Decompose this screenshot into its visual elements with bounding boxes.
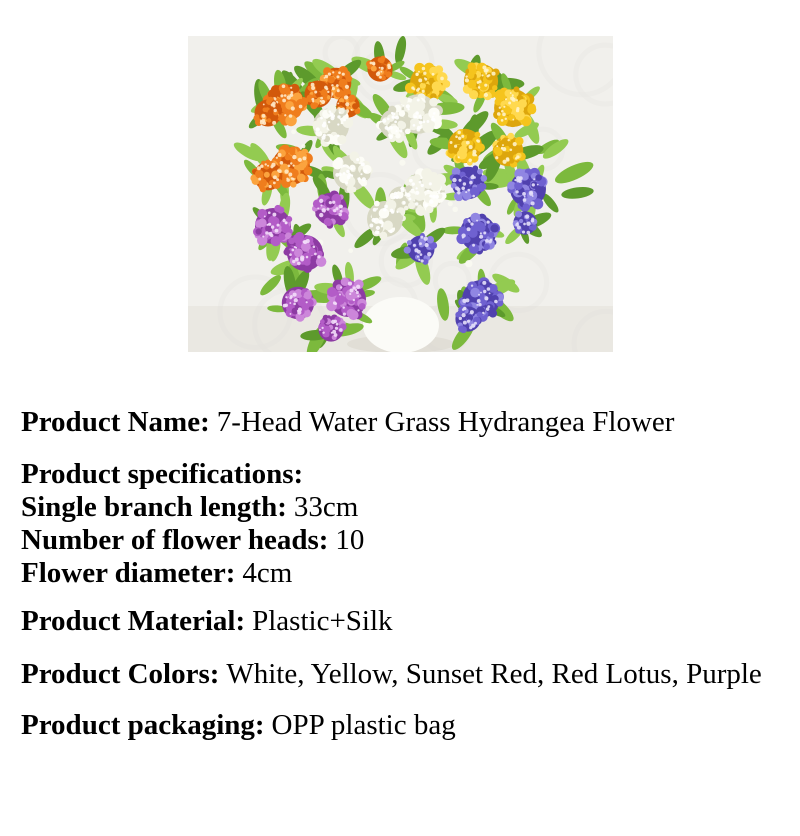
branch-length-label: Single branch length: [21,491,287,523]
product-name-value: 7-Head Water Grass Hydrangea Flower [216,406,675,438]
flower-diameter-value: 4cm [242,557,293,589]
specifications-heading: Product specifications: [21,458,304,490]
product-packaging-row [21,709,790,742]
product-name-label: Product Name: [21,406,210,438]
spec-row-flower-diameter [21,557,790,590]
product-photo-image [188,36,613,352]
product-colors-value: White, Yellow, Sunset Red, Red Lotus, Purple [226,658,762,690]
flower-heads-label: Number of flower heads: [21,524,329,556]
spec-row-flower-heads [21,524,790,557]
product-specifications-block [21,458,790,590]
product-colors-label: Product Colors: [21,658,220,690]
product-material-row [21,605,790,638]
product-colors-row [21,658,790,691]
product-name-row [21,406,790,439]
product-page [0,36,800,742]
product-photo [188,36,613,352]
product-details [0,406,800,742]
product-material-label: Product Material: [21,605,246,637]
flower-heads-value: 10 [335,524,365,556]
branch-length-value: 33cm [293,491,359,523]
product-packaging-label: Product packaging: [21,709,265,741]
spec-row-branch-length [21,491,790,524]
product-packaging-value: OPP plastic bag [271,709,456,741]
flower-diameter-label: Flower diameter: [21,557,236,589]
product-material-value: Plastic+Silk [252,605,393,637]
